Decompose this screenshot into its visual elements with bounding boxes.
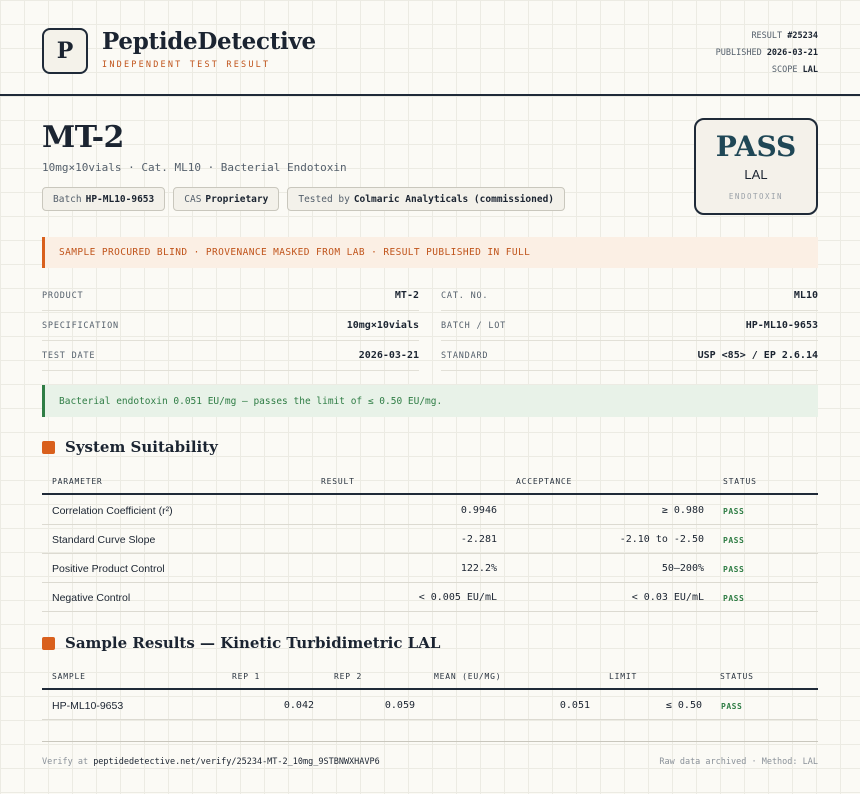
status-badge: PASS xyxy=(723,536,745,545)
info-standard: STANDARD USP <85> / EP 2.6.14 xyxy=(441,341,818,371)
result-summary: Bacterial endotoxin 0.051 EU/mg — passes the limit of ≤ 0.50 EU/mg. xyxy=(42,385,818,417)
product-subtitle: 10mg×10vials · Cat. ML10 · Bacterial Endotoxin xyxy=(42,161,347,174)
info-batch-lot: BATCH / LOT HP-ML10-9653 xyxy=(441,311,818,341)
table-row: Negative Control < 0.005 EU/mL < 0.03 EU/mL PASS xyxy=(42,583,818,612)
meta-scope: SCOPE LAL xyxy=(771,65,818,75)
verify-text: Verify at peptidedetective.net/verify/25234-MT-2_10mg_9STBNWXHAVP6 xyxy=(42,757,380,767)
info-cat-no: CAT. NO. ML10 xyxy=(441,281,818,311)
table-row: HP-ML10-9653 0.042 0.059 0.051 ≤ 0.50 PASS xyxy=(42,691,818,720)
tested-by-chip: Tested by Colmaric Analyticals (commissioned) xyxy=(287,187,565,211)
report-footer xyxy=(42,741,818,781)
report-meta xyxy=(716,28,818,79)
section-marker-icon xyxy=(42,637,55,650)
info-specification: SPECIFICATION 10mg×10vials xyxy=(42,311,419,341)
info-test-date: TEST DATE 2026-03-21 xyxy=(42,341,419,371)
brand-logo: P xyxy=(42,28,88,74)
status-badge: PASS xyxy=(723,594,745,603)
status-badge: PASS xyxy=(723,565,745,574)
sample-table-header: SAMPLE REP 1 REP 2 MEAN (EU/MG) LIMIT STATUS xyxy=(42,662,818,690)
status-badge: PASS xyxy=(721,702,743,711)
status-badge: PASS xyxy=(723,507,745,516)
procurement-notice: SAMPLE PROCURED BLIND · PROVENANCE MASKED FROM LAB · RESULT PUBLISHED IN FULL xyxy=(42,237,818,268)
product-chips xyxy=(42,187,565,211)
stamp-method: LAL xyxy=(744,167,768,182)
brand-tagline: INDEPENDENT TEST RESULT xyxy=(102,60,271,70)
verify-link[interactable]: peptidedetective.net/verify/25234-MT-2_10mg_9STBNWXHAVP6 xyxy=(93,757,380,767)
stamp-verdict: PASS xyxy=(715,130,797,163)
report-header xyxy=(0,0,860,96)
table-row: Correlation Coefficient (r²) 0.9946 ≥ 0.980 PASS xyxy=(42,496,818,525)
archive-note: Raw data archived · Method: LAL xyxy=(659,757,818,767)
meta-published: PUBLISHED 2026-03-21 xyxy=(715,48,818,58)
suitability-heading: System Suitability xyxy=(42,438,218,456)
stamp-category: ENDOTOXIN xyxy=(728,192,784,201)
product-title: MT-2 xyxy=(42,120,124,155)
batch-chip: Batch HP-ML10-9653 xyxy=(42,187,165,211)
meta-result: RESULT #25234 xyxy=(751,31,818,41)
section-marker-icon xyxy=(42,441,55,454)
table-row: Standard Curve Slope -2.281 -2.10 to -2.50 PASS xyxy=(42,525,818,554)
brand-name: PeptideDetective xyxy=(102,28,316,55)
cas-chip: CAS Proprietary xyxy=(173,187,279,211)
info-product: PRODUCT MT-2 xyxy=(42,281,419,311)
table-row: Positive Product Control 122.2% 50–200% PASS xyxy=(42,554,818,583)
sample-results-heading: Sample Results — Kinetic Turbidimetric LAL xyxy=(42,634,440,652)
pass-stamp xyxy=(694,118,818,215)
suitability-table-header: PARAMETER RESULT ACCEPTANCE STATUS xyxy=(42,467,818,495)
